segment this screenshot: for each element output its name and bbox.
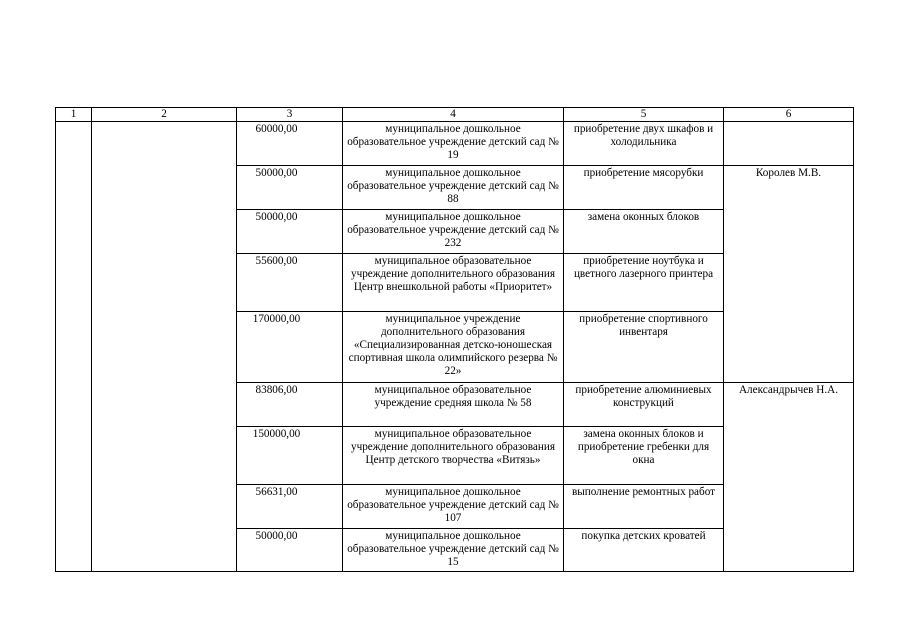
organization-cell: муниципальное учреждение дополнительного образования «Специализированная детско-юношеская спортивная школа олимпийского резерва № 22» [343,312,564,383]
column-2-cell [92,122,237,572]
purpose-cell: покупка детских кроватей [564,529,724,572]
column-1-cell [56,122,92,572]
responsible-person-cell: Королев М.В. [724,166,854,383]
allocation-table [55,107,854,572]
column-number-3: 3 [237,108,343,122]
column-number-4: 4 [343,108,564,122]
organization-cell: муниципальное образовательное учреждение дополнительного образования Центр детского творчества «Витязь» [343,427,564,485]
organization-cell: муниципальное дошкольное образовательное учреждение детский сад № 232 [343,210,564,254]
column-number-row [56,108,854,122]
column-number-2: 2 [92,108,237,122]
purpose-cell: замена оконных блоков [564,210,724,254]
purpose-cell: приобретение алюминиевых конструкций [564,383,724,427]
responsible-person-cell [724,122,854,166]
organization-cell: муниципальное образовательное учреждение дополнительного образования Центр внешкольной работы «Приоритет» [343,254,564,312]
responsible-person-cell: Александрычев Н.А. [724,383,854,572]
purpose-cell: приобретение ноутбука и цветного лазерного принтера [564,254,724,312]
purpose-cell: приобретение мясорубки [564,166,724,210]
amount-cell: 83806,00 [237,383,343,427]
amount-cell: 56631,00 [237,485,343,529]
column-number-6: 6 [724,108,854,122]
amount-cell: 55600,00 [237,254,343,312]
column-number-1: 1 [56,108,92,122]
organization-cell: муниципальное дошкольное образовательное учреждение детский сад № 107 [343,485,564,529]
amount-cell: 50000,00 [237,210,343,254]
organization-cell: муниципальное дошкольное образовательное учреждение детский сад № 19 [343,122,564,166]
organization-cell: муниципальное дошкольное образовательное учреждение детский сад № 88 [343,166,564,210]
table-row [56,122,854,166]
purpose-cell: выполнение ремонтных работ [564,485,724,529]
amount-cell: 50000,00 [237,529,343,572]
purpose-cell: приобретение спортивного инвентаря [564,312,724,383]
column-number-5: 5 [564,108,724,122]
amount-cell: 60000,00 [237,122,343,166]
amount-cell: 150000,00 [237,427,343,485]
organization-cell: муниципальное образовательное учреждение средняя школа № 58 [343,383,564,427]
amount-cell: 50000,00 [237,166,343,210]
amount-cell: 170000,00 [237,312,343,383]
purpose-cell: замена оконных блоков и приобретение гребенки для окна [564,427,724,485]
organization-cell: муниципальное дошкольное образовательное учреждение детский сад № 15 [343,529,564,572]
purpose-cell: приобретение двух шкафов и холодильника [564,122,724,166]
